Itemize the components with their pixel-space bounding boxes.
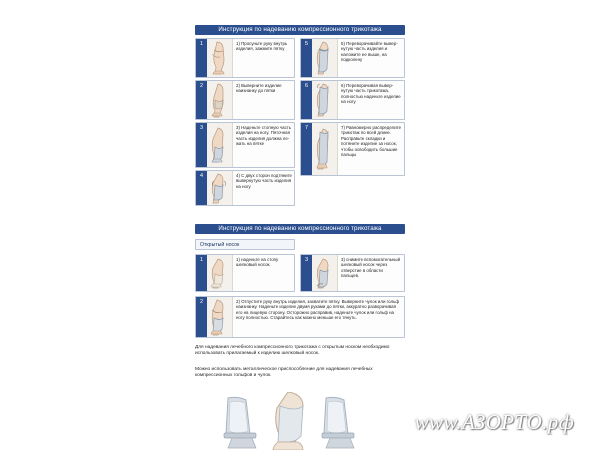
leg-hand-inside-icon <box>207 39 233 77</box>
section-title-open-toe: Инструкция по надеванию компрессионного трикотажа <box>195 224 405 234</box>
step-text: 2) Отпустите руку внутрь изделия, захватите пятку. Выверните чулок или гольф наизнанку. Наденьте изделие двумя руками до пятки, аккуратно разворачивая его на лицевую сторону. Осторожно расправив, наденьте чулок или гольф на ногу полностью. Старайтесь как можно меньше его тянуть. <box>236 299 399 321</box>
step-text: 3) Наденьте стопную часть изделия на ногу. Пяточная часть изделия должна лежать на пятке <box>236 125 292 147</box>
step-card <box>300 80 405 120</box>
step-text: 1) наденьте на стопу шелковый носок. <box>236 257 279 268</box>
step-card <box>195 170 295 206</box>
subheading-open-toe: Открытый носок <box>195 239 295 250</box>
step-card <box>195 80 295 120</box>
step-card <box>195 38 295 78</box>
step-number: 3 <box>196 123 207 167</box>
note-paragraph-1: Для надевания лечебного компрессионного трикотажа с открытым носком необходимо использовать прилагаемый к изделию шелковый носок. <box>195 345 390 357</box>
silk-sock-on-icon <box>207 255 233 291</box>
step-card <box>300 38 405 78</box>
remove-silk-sock-icon <box>312 255 338 291</box>
step-card <box>300 254 405 292</box>
step-text: 4) С двух сторон подтяните вывернутую часть изделия на ногу <box>236 173 293 189</box>
step-card <box>195 122 295 168</box>
step-text: 7) Равномерно распределите трикотаж по всей длине. Расправьте складки и потяните изделие за носок, чтобы освободить большие пальцы <box>341 125 402 158</box>
step-number: 2 <box>196 297 207 337</box>
section-title-main: Инструкция по надеванию компрессионного трикотажа <box>195 25 405 35</box>
step-card <box>300 122 405 176</box>
distribute-knit-icon <box>312 123 338 175</box>
step-number: 4 <box>196 171 207 205</box>
note-paragraph-2: Можно использовать металлическое приспособление для надевания лечебных компрессионных гольфов и чулок. <box>195 367 373 379</box>
step-text: 1) Просуньте руку внутрь изделия, зажмите пятку <box>236 41 288 52</box>
roll-full-leg-icon <box>312 81 338 119</box>
step-number: 7 <box>301 123 312 175</box>
step-number: 1 <box>196 255 207 291</box>
step-number: 3 <box>301 255 312 291</box>
step-text: 5) Переворачивайте вывернутую часть изделия и наложите ее выше, на подколену <box>341 41 398 63</box>
step-number: 2 <box>196 81 207 119</box>
step-text: 6) Переворачивая вывернутую часть трикотажа, полностью наденьте изделие на ногу <box>341 83 401 105</box>
step-number: 5 <box>301 39 312 77</box>
step-card <box>195 296 405 338</box>
pull-up-both-sides-icon <box>207 171 233 205</box>
step-card <box>195 254 295 292</box>
watermark: www.АЗОРТО.рф <box>414 410 574 434</box>
roll-over-knee-icon <box>312 39 338 77</box>
leg-hand-inside-big-icon <box>207 297 233 337</box>
step-text: 2) Выверните изделие наизнанку до пятки <box>236 83 282 94</box>
step-text: 3) снимите вспомогательный шелковый носок через отверстие в области пальцев. <box>341 257 401 279</box>
foot-put-on-icon <box>207 123 233 167</box>
step-number: 1 <box>196 39 207 77</box>
step-number: 6 <box>301 81 312 119</box>
leg-stocking-turned-icon <box>207 81 233 119</box>
